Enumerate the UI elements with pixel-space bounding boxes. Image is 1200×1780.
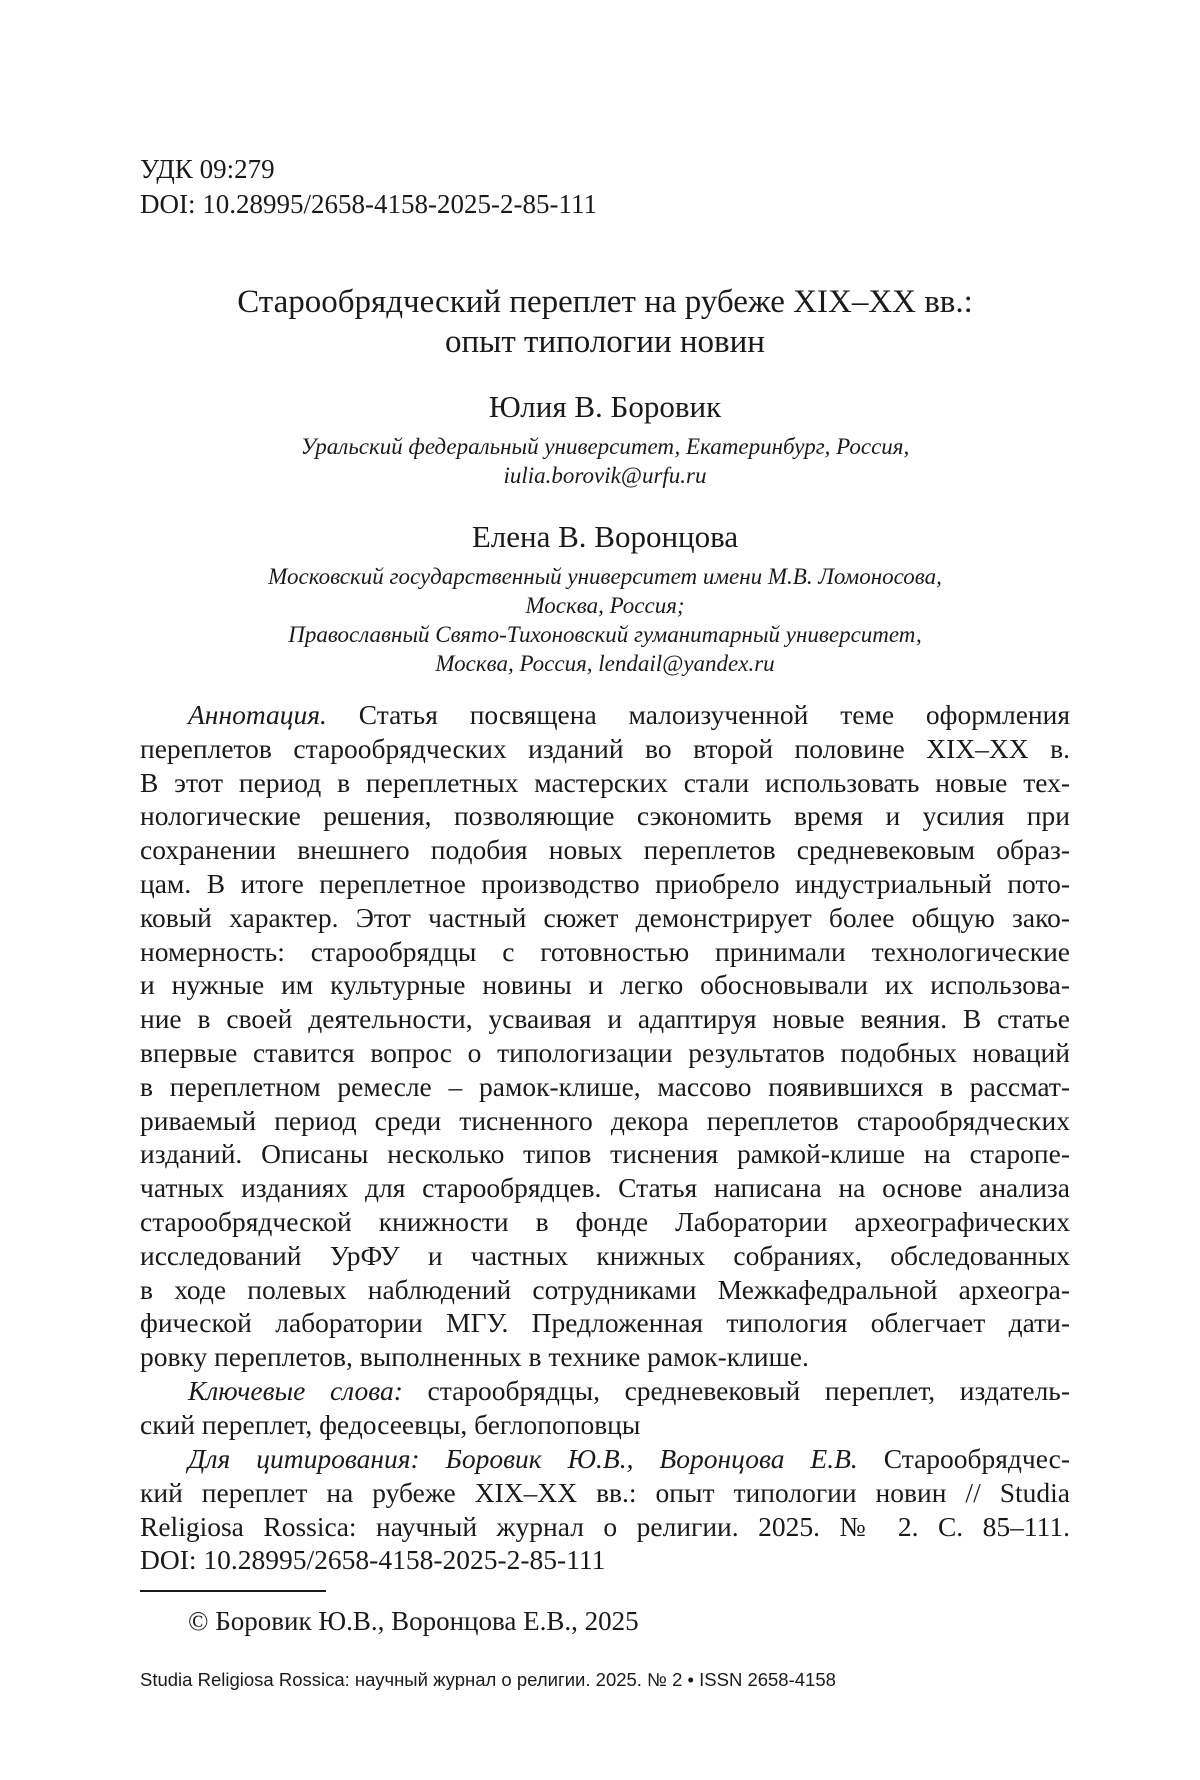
abstract-line: ние в своей деятельности, усваивая и адаптируя новые веяния. В статье — [140, 1003, 1070, 1035]
citation-doi: DOI: 10.28995/2658-4158-2025-2-85-111 — [140, 1544, 606, 1576]
abstract-line: чатных изданиях для старообрядцев. Статья написана на основе анализа — [140, 1172, 1070, 1204]
udc-code: УДК 09:279 — [140, 154, 275, 184]
abstract-line: исследований УрФУ и частных книжных собраниях, обследованных — [140, 1239, 1070, 1271]
abstract-line: старообрядческой книжности в фонде Лаборатории археографических — [140, 1205, 1070, 1237]
abstract-line: Аннотация. Статья посвящена малоизученной теме оформления — [188, 699, 1070, 730]
abstract-line: ровку переплетов, выполненных в технике рамок-клише. — [140, 1341, 809, 1373]
author-email: iulia.borovik@urfu.ru — [503, 463, 707, 488]
keywords — [140, 1374, 1070, 1442]
keywords-line: ский переплет, федосеевцы, беглопоповцы — [140, 1408, 641, 1440]
abstract-label: Аннотация. — [188, 699, 327, 730]
author-email: Москва, Россия, lendail@yandex.ru — [435, 651, 775, 676]
abstract-line: переплетов старообрядческих изданий во второй половине XIX–XX в. — [140, 732, 1070, 764]
title-line-2: опыт типологии новин — [445, 324, 765, 360]
affiliation-line: Православный Свято-Тихоновский гуманитарный университет, — [288, 622, 922, 647]
abstract-line: фической лаборатории МГУ. Предложенная типология облегчает дати- — [140, 1307, 1070, 1339]
abstract-line: риваемый период среди тисненного декора переплетов старообрядческих — [140, 1104, 1070, 1136]
citation-line: Religiosa Rossica: научный журнал о религии. 2025. № 2. С. 85–111. — [140, 1510, 1070, 1542]
citation-label: Для цитирования: Боровик Ю.В., Воронцова Е.В. — [188, 1443, 858, 1474]
abstract-line: цам. В итоге переплетное производство приобрело индустриальный пото- — [140, 867, 1070, 899]
article-meta — [140, 152, 597, 222]
author-affiliation-1 — [140, 432, 1070, 490]
abstract-line: В этот период в переплетных мастерских стали использовать новые тех- — [140, 766, 1070, 798]
abstract-line: номерность: старообрядцы с готовностью принимали технологические — [140, 935, 1070, 967]
abstract-line: в переплетном ремесле – рамок-клише, массово появившихся в рассмат- — [140, 1070, 1070, 1102]
abstract — [140, 698, 1070, 1374]
abstract-line: в ходе полевых наблюдений сотрудниками Межкафедральной археогра- — [140, 1273, 1070, 1305]
abstract-line: впервые ставится вопрос о типологизации результатов подобных новаций — [140, 1036, 1070, 1068]
author-affiliation-2 — [140, 562, 1070, 678]
abstract-line: сохранении внешнего подобия новых переплетов средневековым образ- — [140, 834, 1070, 866]
doi-header: DOI: 10.28995/2658-4158-2025-2-85-111 — [140, 189, 597, 219]
abstract-line: ковый характер. Этот частный сюжет демонстрирует более общую зако- — [140, 901, 1070, 933]
keywords-label: Ключевые слова: — [188, 1375, 403, 1406]
copyright-notice: © Боровик Ю.В., Воронцова Е.В., 2025 — [188, 1606, 639, 1636]
journal-footer: Studia Religiosa Rossica: научный журнал о религии. 2025. № 2 • ISSN 2658-4158 — [140, 1669, 836, 1690]
citation-line: кий переплет на рубеже XIX–XX вв.: опыт типологии новин // Studia — [140, 1476, 1070, 1508]
citation — [140, 1442, 1070, 1577]
title-line-1: Старообрядческий переплет на рубеже XIX–XX вв.: — [237, 284, 973, 320]
abstract-line: изданий. Описаны несколько типов тиснения рамкой-клише на старопе- — [140, 1138, 1070, 1170]
footnote-divider — [140, 1590, 326, 1592]
abstract-line: и нужные им культурные новины и легко обосновывали их использова- — [140, 969, 1070, 1001]
keywords-line: Ключевые слова: старообрядцы, средневековый переплет, издатель- — [188, 1375, 1070, 1406]
affiliation-line: Москва, Россия; — [525, 593, 685, 618]
author-name-1: Юлия В. Боровик — [488, 389, 722, 424]
author-name-2: Елена В. Воронцова — [471, 519, 739, 554]
citation-line: Для цитирования: Боровик Ю.В., Воронцова Е.В. Старообрядчес- — [188, 1443, 1070, 1474]
article-title — [140, 282, 1070, 362]
affiliation-line: Московский государственный университет имени М.В. Ломоносова, — [268, 564, 942, 589]
abstract-line: нологические решения, позволяющие сэкономить время и усилия при — [140, 800, 1070, 832]
affiliation-line: Уральский федеральный университет, Екатеринбург, Россия, — [300, 434, 910, 459]
